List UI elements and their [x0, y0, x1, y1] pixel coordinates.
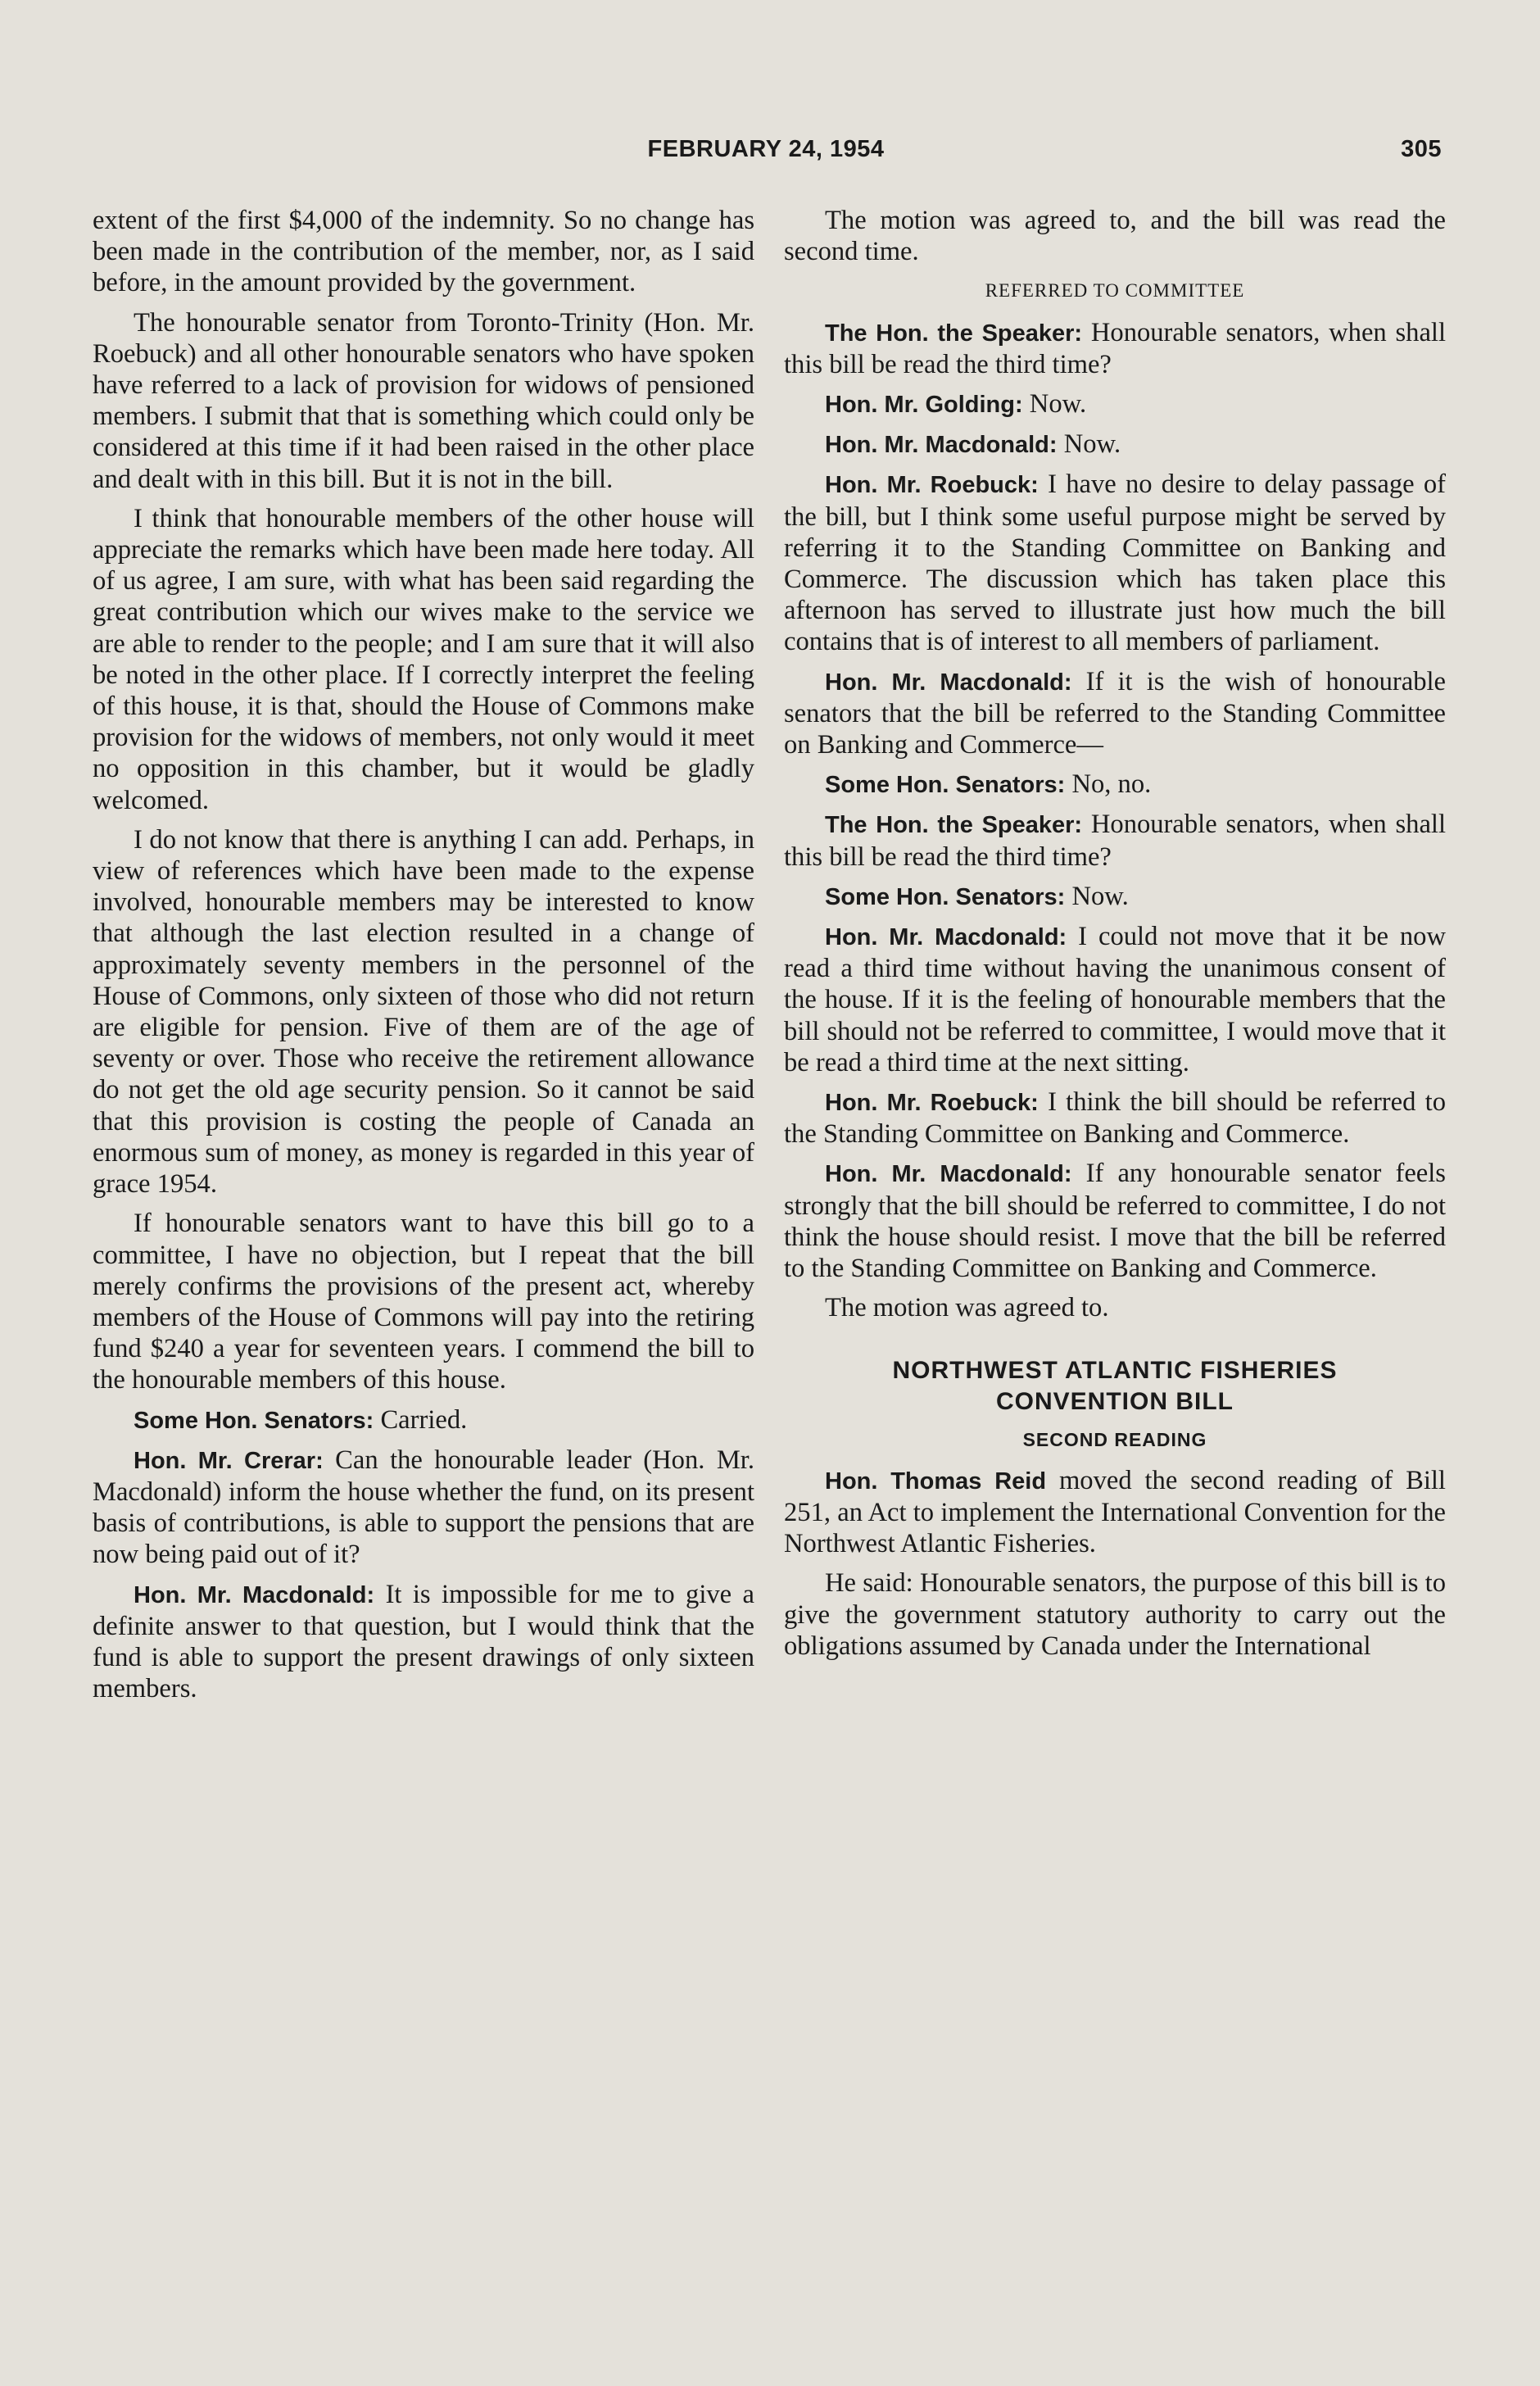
- speech-text: Now.: [1063, 429, 1121, 460]
- left-column: [93, 205, 754, 1712]
- paragraph: If honourable senators want to have this bill go to a committee, I have no objection, but I repeat that the bill merely confirms the provisions of the present act, whereby members of the House of Commons will pay into the retiring fund $240 a year for seventeen years. I commend the bill to the honourable members of this house.: [93, 1209, 754, 1395]
- speech-text: Honourable senators, when shall this bill be read the third time?: [784, 810, 1447, 872]
- speaker-name: Hon. Mr. Macdonald:: [825, 432, 1058, 459]
- speaker-name: Hon. Mr. Macdonald:: [825, 1161, 1072, 1188]
- speech-text: Carried.: [380, 1404, 468, 1435]
- page-number: 305: [1401, 136, 1442, 162]
- speaker-name: The Hon. the Speaker:: [825, 320, 1083, 347]
- speaker-name: Hon. Mr. Roebuck:: [825, 472, 1039, 499]
- paragraph: I do not know that there is anything I can add. Perhaps, in view of references which have been made to the expense involved, honourable members may be interested to know that although the last election resulted in a change of approximately seventy members in the personnel of the House of Commons, only sixteen of those who did not return are eligible for pension. Five of them are of the age of seventy or over. Those who receive the retirement allowance do not get the old age security pension. So it cannot be said that this provision is costing the people of Canada an enormous sum of money, as money is regarded in this year of grace 1954.: [93, 824, 754, 1200]
- sub-heading: SECOND READING: [1022, 1428, 1207, 1450]
- speech-paragraph: [784, 1465, 1446, 1560]
- speech-paragraph: [784, 769, 1446, 801]
- speech-paragraph: [784, 666, 1446, 761]
- speaker-name: The Hon. the Speaker:: [825, 812, 1083, 839]
- speech-text: Now.: [1029, 389, 1087, 420]
- speech-text: I think the bill should be referred to the Standing Committee on Banking and Commerce.: [784, 1087, 1446, 1150]
- bill-title-heading: [784, 1355, 1446, 1418]
- speech-text: No, no.: [1071, 769, 1152, 800]
- speech-paragraph: [784, 1158, 1446, 1284]
- speech-text: Honourable senators, when shall this bill be read the third time?: [784, 317, 1447, 379]
- speech-text: I could not move that it be now read a third time without having the unanimous consent of the house. If it is the feeling of honourable members that the bill should not be referred to committee, I would move that it be read a third time at the next sitting.: [784, 922, 1446, 1077]
- speech-paragraph: [784, 469, 1446, 657]
- speech-text: Now.: [1071, 881, 1129, 911]
- paragraph: extent of the first $4,000 of the indemnity. So no change has been made in the contribution of the member, nor, as I said before, in the amount provided by the government.: [93, 206, 754, 298]
- speech-paragraph: [784, 921, 1446, 1078]
- speaker-name: Hon. Mr. Golding:: [825, 392, 1023, 419]
- speaker-name: Some Hon. Senators:: [825, 772, 1066, 799]
- speech-text: Can the honourable leader (Hon. Mr. Macdonald) inform the house whether the fund, on its present basis of contributions, is able to support the pensions that are now being paid out of it?: [93, 1445, 754, 1570]
- speech-paragraph: [784, 429, 1446, 460]
- header-date: FEBRUARY 24, 1954: [647, 136, 885, 162]
- speech-text: If it is the wish of honourable senators that the bill be referred to the Standing Committee on Banking and Commerce—: [784, 666, 1447, 760]
- speech-paragraph: [784, 881, 1446, 913]
- bill-title-line-2: CONVENTION BILL: [996, 1387, 1234, 1415]
- speech-paragraph: [93, 1579, 754, 1705]
- speech-text: I have no desire to delay passage of the bill, but I think some useful purpose might be served by referring it to the Standing Committee on Banking and Commerce. The discussion which has taken place this afternoon has served to illustrate just how much the bill contains that is of interest to all members of parliament.: [784, 469, 1446, 657]
- speech-paragraph: [784, 1086, 1446, 1150]
- paragraph: The motion was agreed to.: [825, 1293, 1109, 1323]
- speaker-name: Hon. Thomas Reid: [825, 1467, 1047, 1495]
- right-column: [784, 205, 1446, 1670]
- speech-text: It is impossible for me to give a definite answer to that question, but I would think that the fund is able to support the present drawings of only sixteen members.: [93, 1579, 755, 1704]
- speech-paragraph: [93, 1445, 754, 1571]
- speaker-name: Hon. Mr. Crerar:: [134, 1447, 324, 1474]
- speech-paragraph: [784, 809, 1446, 872]
- speaker-name: Some Hon. Senators:: [825, 883, 1066, 910]
- paragraph: The honourable senator from Toronto-Trinity (Hon. Mr. Roebuck) and all other honourable senators who have spoken have referred to a lack of provision for widows of pensioned members. I submit that that is something which could only be considered at this time if it had been raised in the other place and dealt with in this bill. But it is not in the bill.: [93, 307, 754, 494]
- speaker-name: Hon. Mr. Macdonald:: [825, 924, 1067, 951]
- speech-paragraph: [93, 1404, 754, 1436]
- paragraph: He said: Honourable senators, the purpose of this bill is to give the government statutory authority to carry out the obligations assumed by Canada under the International: [784, 1568, 1446, 1661]
- bill-title-line-1: NORTHWEST ATLANTIC FISHERIES: [892, 1356, 1338, 1384]
- speech-text: moved the second reading of Bill 251, an Act to implement the International Convention for the Northwest Atlantic Fisheries.: [784, 1465, 1446, 1559]
- speaker-name: Some Hon. Senators:: [134, 1407, 374, 1434]
- running-header: [90, 136, 1442, 172]
- speaker-name: Hon. Mr. Macdonald:: [825, 669, 1072, 696]
- speech-paragraph: [784, 388, 1446, 420]
- speech-paragraph: [784, 317, 1446, 380]
- paragraph: I think that honourable members of the other house will appreciate the remarks which have been made here today. All of us agree, I am sure, with what has been said regarding the great contribution which our wives make to the service we are able to render to the people; and I am sure that it will also be noted in the other place. If I correctly interpret the feeling of this house, it is that, should the House of Commons make provision for the widows of members, not only would it meet no opposition in this chamber, but it would be gladly welcomed.: [93, 503, 754, 815]
- speaker-name: Hon. Mr. Macdonald:: [134, 1581, 375, 1608]
- section-heading: REFERRED TO COMMITTEE: [985, 280, 1245, 302]
- speech-text: If any honourable senator feels strongly that the bill should be referred to committee, I do not think the house should resist. I move that the bill be referred to the Standing Committee on Banking and Commerce.: [784, 1159, 1446, 1284]
- speaker-name: Hon. Mr. Roebuck:: [825, 1090, 1039, 1117]
- paragraph: The motion was agreed to, and the bill was read the second time.: [784, 206, 1446, 267]
